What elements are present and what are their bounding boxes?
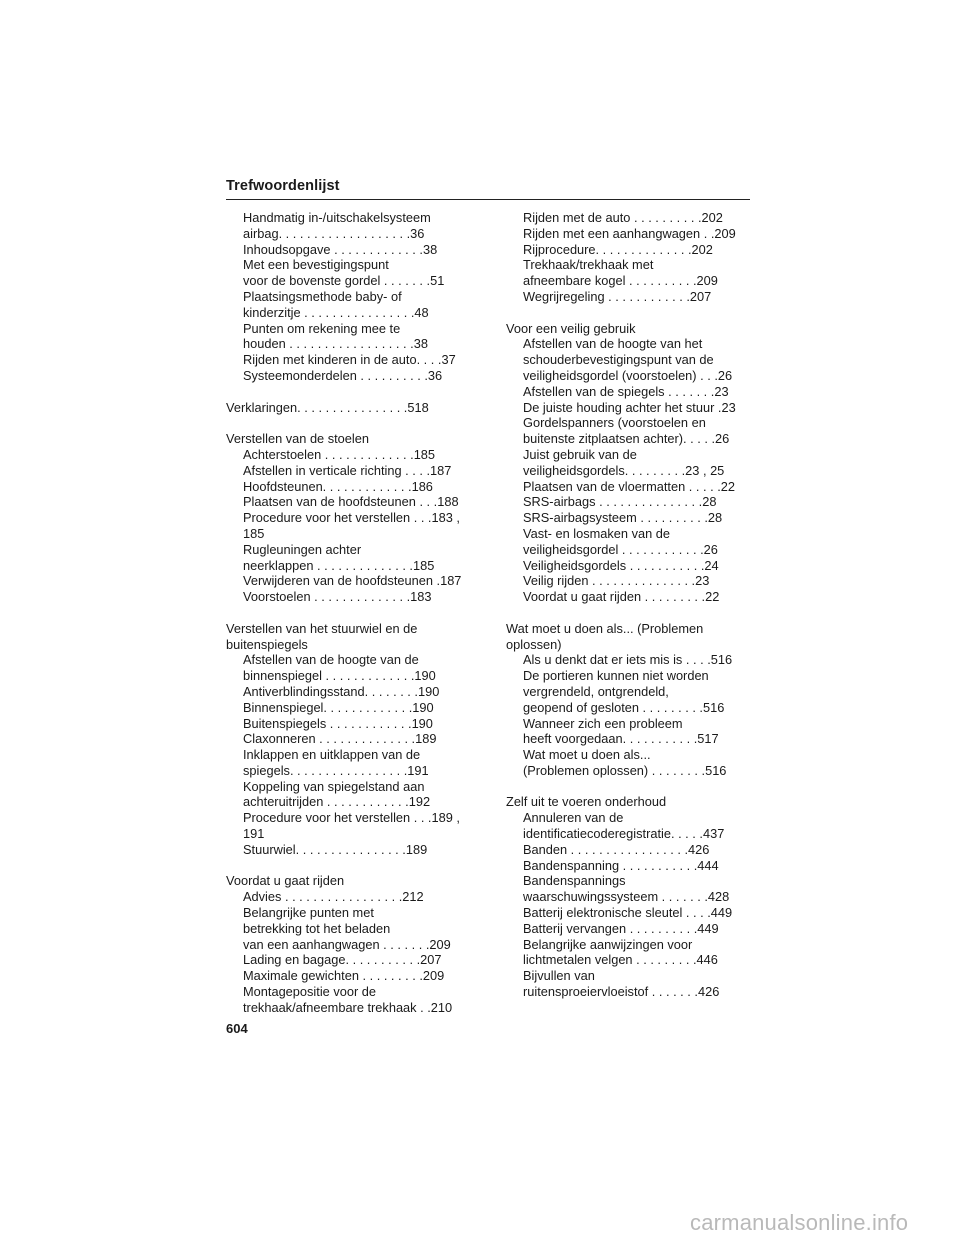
index-subentry: Buitenspiegels . . . . . . . . . . . .190 — [243, 715, 433, 731]
index-subentry: lichtmetalen velgen . . . . . . . . .446 — [523, 952, 718, 968]
index-subentry: heeft voorgedaan. . . . . . . . . . .517 — [523, 731, 719, 747]
index-subentry: Banden . . . . . . . . . . . . . . . . .426 — [523, 841, 710, 857]
index-column-left — [226, 210, 474, 1016]
index-subentry: Advies . . . . . . . . . . . . . . . . .212 — [243, 889, 424, 905]
index-subentry: Lading en bagage. . . . . . . . . . .207 — [243, 952, 442, 968]
entry-spacer — [226, 384, 474, 400]
page-number: 604 — [226, 1021, 248, 1036]
index-subentry: waarschuwingssysteem . . . . . . .428 — [523, 889, 730, 905]
index-subentry: Plaatsen van de vloermatten . . . . .22 — [523, 478, 735, 494]
index-subentry: betrekking tot het beladen — [243, 920, 391, 936]
index-subentry: Voorstoelen . . . . . . . . . . . . . .183 — [243, 589, 432, 605]
index-subentry: Handmatig in-/uitschakelsysteem — [243, 210, 431, 225]
index-subentry: veiligheidsgordel (voorstoelen) . . .26 — [523, 367, 733, 383]
index-subentry: airbag. . . . . . . . . . . . . . . . . . .36 — [243, 225, 425, 241]
index-subentry: Inhoudsopgave . . . . . . . . . . . . .38 — [243, 241, 438, 257]
index-subentry: houden . . . . . . . . . . . . . . . . . .38 — [243, 336, 428, 352]
index-subentry: Wat moet u doen als... — [523, 747, 651, 763]
index-subentry: Verwijderen van de hoofdsteunen .187 — [243, 573, 462, 589]
index-subentry: Gordelspanners (voorstoelen en — [523, 415, 706, 431]
index-subentry: trekhaak/afneembare trekhaak . .210 — [243, 999, 453, 1015]
index-subentry: Binnenspiegel. . . . . . . . . . . . .190 — [243, 699, 434, 715]
index-subentry: Batterij vervangen . . . . . . . . . .449 — [523, 920, 719, 936]
index-heading: Wat moet u doen als... (Problemen — [506, 620, 704, 636]
index-subentry: veiligheidsgordels. . . . . . . . .23 , 25 — [523, 462, 725, 478]
index-subentry: Rijden met de auto . . . . . . . . . .202 — [523, 210, 723, 225]
index-subentry: Systeemonderdelen . . . . . . . . . .36 — [243, 367, 443, 383]
index-subentry: Belangrijke punten met — [243, 905, 374, 921]
index-heading: buitenspiegels — [226, 636, 308, 652]
index-subentry: Afstellen in verticale richting . . . .187 — [243, 462, 452, 478]
entry-spacer — [506, 305, 754, 321]
index-subentry: (Problemen oplossen) . . . . . . . .516 — [523, 762, 727, 778]
index-subentry: Annuleren van de — [523, 810, 624, 826]
index-subentry: Plaatsingsmethode baby- of — [243, 288, 402, 304]
index-subentry: Batterij elektronische sleutel . . . .449 — [523, 905, 733, 921]
index-subentry: Afstellen van de spiegels . . . . . . .23 — [523, 383, 729, 399]
index-subentry: De juiste houding achter het stuur .23 — [523, 399, 736, 415]
index-subentry: Achterstoelen . . . . . . . . . . . . .185 — [243, 446, 436, 462]
index-subentry: spiegels. . . . . . . . . . . . . . . . .191 — [243, 762, 429, 778]
index-heading: oplossen) — [506, 636, 562, 652]
index-subentry: Inklappen en uitklappen van de — [243, 747, 421, 763]
index-subentry: Procedure voor het verstellen . . .189 , — [243, 810, 460, 826]
index-subentry: SRS-airbags . . . . . . . . . . . . . . .28 — [523, 494, 717, 510]
index-subentry: 191 — [243, 826, 265, 842]
index-subentry: Juist gebruik van de — [523, 446, 637, 462]
index-subentry: Rugleuningen achter — [243, 541, 362, 557]
index-subentry: Koppeling van spiegelstand aan — [243, 778, 425, 794]
index-subentry: Vast- en losmaken van de — [523, 525, 671, 541]
index-subentry: Antiverblindingsstand. . . . . . . .190 — [243, 683, 440, 699]
index-subentry: Claxonneren . . . . . . . . . . . . . .189 — [243, 731, 437, 747]
index-heading: Verklaringen. . . . . . . . . . . . . . . .518 — [226, 399, 429, 415]
index-subentry: Veiligheidsgordels . . . . . . . . . . .24 — [523, 557, 719, 573]
index-subentry: Afstellen van de hoogte van het — [523, 336, 703, 352]
index-subentry: Plaatsen van de hoofdsteunen . . .188 — [243, 494, 459, 510]
header-divider — [226, 199, 750, 200]
index-heading: Zelf uit te voeren onderhoud — [506, 794, 667, 810]
index-subentry: vergrendeld, ontgrendeld, — [523, 683, 669, 699]
index-subentry: achteruitrijden . . . . . . . . . . . .192 — [243, 794, 431, 810]
index-subentry: afneembare kogel . . . . . . . . . .209 — [523, 273, 718, 289]
index-column-right — [506, 210, 754, 1000]
entry-spacer — [506, 605, 754, 621]
index-subentry: Rijden met een aanhangwagen . .209 — [523, 225, 736, 241]
index-subentry: geopend of gesloten . . . . . . . . .516 — [523, 699, 725, 715]
index-heading: Verstellen van het stuurwiel en de — [226, 620, 418, 636]
index-subentry: De portieren kunnen niet worden — [523, 668, 709, 684]
entry-spacer — [226, 415, 474, 431]
index-subentry: Met een bevestigingspunt — [243, 257, 389, 273]
index-heading: Verstellen van de stoelen — [226, 431, 369, 447]
index-subentry: Voordat u gaat rijden . . . . . . . . .22 — [523, 589, 720, 605]
entry-spacer — [506, 779, 754, 795]
index-subentry: Rijden met kinderen in de auto. . . .37 — [243, 352, 456, 368]
watermark: carmanualsonline.info — [690, 1210, 909, 1235]
index-subentry: Maximale gewichten . . . . . . . . .209 — [243, 968, 445, 984]
index-heading: Voor een veilig gebruik — [506, 320, 636, 336]
index-subentry: kinderzitje . . . . . . . . . . . . . . . .48 — [243, 304, 429, 320]
entry-spacer — [226, 605, 474, 621]
index-subentry: Bandenspanning . . . . . . . . . . .444 — [523, 857, 719, 873]
index-subentry: neerklappen . . . . . . . . . . . . . .185 — [243, 557, 435, 573]
index-subentry: Bandenspannings — [523, 873, 626, 889]
index-subentry: Trekhaak/trekhaak met — [523, 257, 654, 273]
index-subentry: Punten om rekening mee te — [243, 320, 401, 336]
index-subentry: buitenste zitplaatsen achter). . . . .26 — [523, 431, 730, 447]
index-subentry: Belangrijke aanwijzingen voor — [523, 936, 693, 952]
index-subentry: Rijprocedure. . . . . . . . . . . . . .202 — [523, 241, 713, 257]
index-subentry: Als u denkt dat er iets mis is . . . .516 — [523, 652, 733, 668]
index-subentry: schouderbevestigingspunt van de — [523, 352, 714, 368]
index-subentry: Stuurwiel. . . . . . . . . . . . . . . .189 — [243, 841, 428, 857]
index-subentry: veiligheidsgordel . . . . . . . . . . . .26 — [523, 541, 718, 557]
index-subentry: binnenspiegel . . . . . . . . . . . . .190 — [243, 668, 436, 684]
index-subentry: ruitensproeiervloeistof . . . . . . .426 — [523, 984, 720, 1000]
index-subentry: voor de bovenste gordel . . . . . . .51 — [243, 273, 445, 289]
index-subentry: Afstellen van de hoogte van de — [243, 652, 419, 668]
index-subentry: Wegrijregeling . . . . . . . . . . . .207 — [523, 288, 712, 304]
entry-spacer — [226, 858, 474, 874]
index-subentry: Hoofdsteunen. . . . . . . . . . . . .186 — [243, 478, 433, 494]
index-subentry: van een aanhangwagen . . . . . . .209 — [243, 936, 451, 952]
page-title: Trefwoordenlijst — [226, 178, 340, 194]
index-subentry: Procedure voor het verstellen . . .183 , — [243, 510, 460, 526]
index-subentry: Bijvullen van — [523, 968, 595, 984]
index-subentry: Veilig rijden . . . . . . . . . . . . . . .23 — [523, 573, 710, 589]
index-subentry: identificatiecoderegistratie. . . . .437 — [523, 826, 725, 842]
index-subentry: Montagepositie voor de — [243, 984, 377, 1000]
index-subentry: SRS-airbagsysteem . . . . . . . . . .28 — [523, 510, 723, 526]
index-subentry: Wanneer zich een probleem — [523, 715, 683, 731]
index-subentry: 185 — [243, 525, 265, 541]
index-heading: Voordat u gaat rijden — [226, 873, 345, 889]
